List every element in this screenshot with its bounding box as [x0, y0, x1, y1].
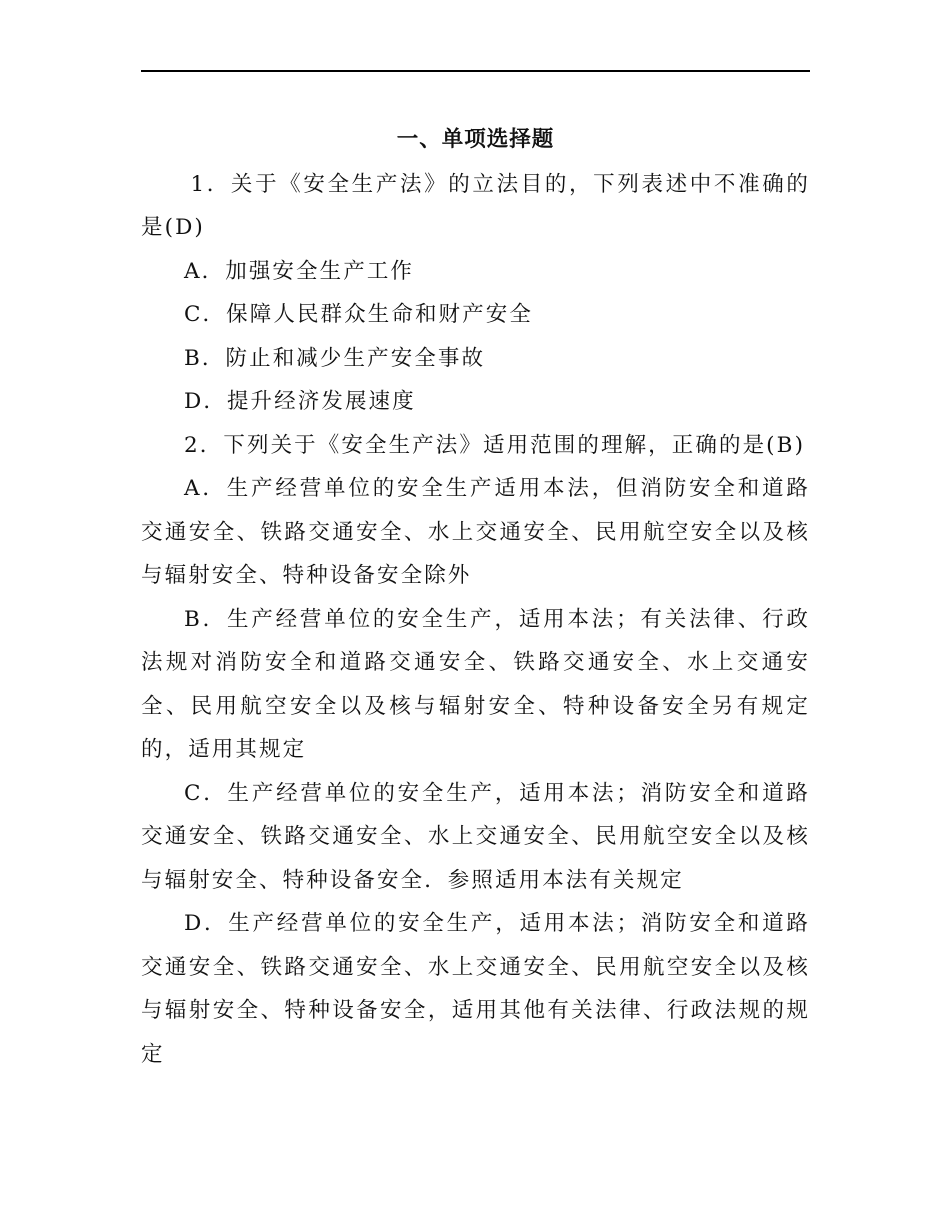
- option-a: A．加强安全生产工作: [184, 258, 415, 284]
- option-c: C．生产经营单位的安全生产，适用本法；消防安全和道路交通安全、铁路交通安全、水上交通安全、民用航空安全以及核与辐射安全、特种设备安全．参照适用本法有关规定: [141, 780, 810, 893]
- question-1: [141, 163, 810, 424]
- header-rule: [141, 70, 810, 72]
- option-a: A．生产经营单位的安全生产适用本法，但消防安全和道路交通安全、铁路交通安全、水上交通安全、民用航空安全以及核与辐射安全、特种设备安全除外: [141, 476, 810, 588]
- option-b: B．防止和减少生产安全事故: [184, 345, 486, 371]
- option-c: C．保障人民群众生命和财产安全: [184, 302, 533, 327]
- question-stem: 2．下列关于《安全生产法》适用范围的理解，正确的是(B): [184, 432, 806, 458]
- option-b: B．生产经营单位的安全生产，适用本法；有关法律、行政法规对消防安全和道路交通安全、铁路交通安全、水上交通安全、民用航空安全以及核与辐射安全、特种设备安全另有规定的，适用其规定: [141, 606, 810, 762]
- question-stem: 1．关于《安全生产法》的立法目的，下列表述中不准确的是(D): [141, 171, 810, 240]
- document-body: [141, 118, 810, 1076]
- option-d: D．提升经济发展速度: [184, 389, 416, 414]
- question-2: [141, 424, 810, 1077]
- option-d: D．生产经营单位的安全生产，适用本法；消防安全和道路交通安全、铁路交通安全、水上交通安全、民用航空安全以及核与辐射安全、特种设备安全，适用其他有关法律、行政法规的规定: [141, 911, 810, 1067]
- section-title: 一、单项选择题: [396, 127, 555, 152]
